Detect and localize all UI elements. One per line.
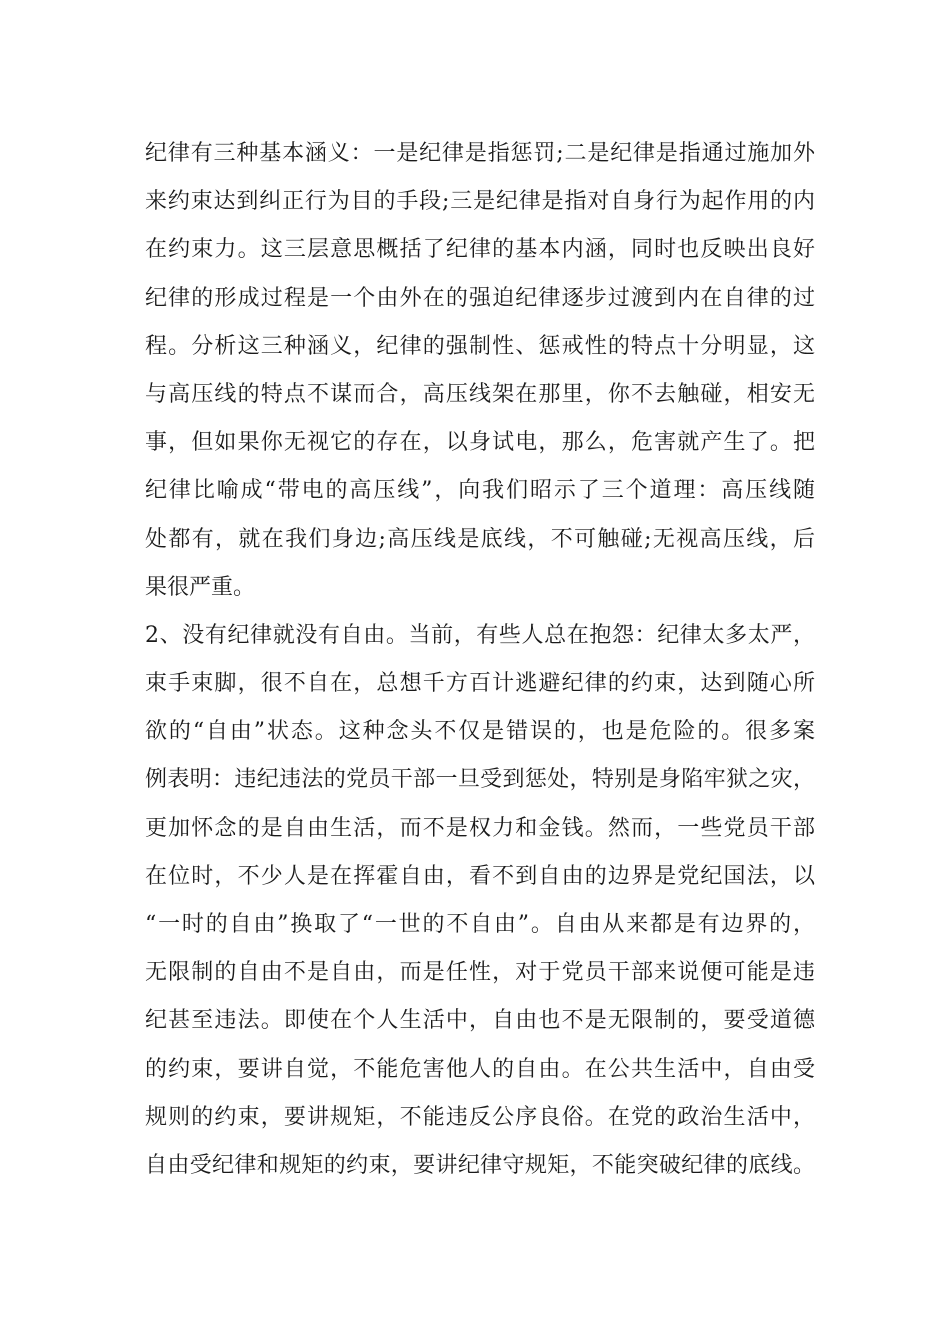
text-line-18: 无限制的自由不是自由，而是任性，对于党员干部来说便可能是违 [145, 960, 815, 986]
text-line-9: 处都有，就在我们身边;高压线是底线，不可触碰;无视高压线，后 [145, 526, 815, 552]
text-line-10: 果很严重。 [145, 574, 256, 600]
text-line-3: 在约束力。这三层意思概括了纪律的基本内涵，同时也反映出良好 [145, 237, 815, 263]
text-line-4: 纪律的形成过程是一个由外在的强迫纪律逐步过渡到内在自律的过 [145, 285, 815, 311]
text-line-13: 欲的“自由”状态。这种念头不仅是错误的，也是危险的。很多案 [145, 719, 815, 745]
text-line-2: 来约束达到纠正行为目的手段;三是纪律是指对自身行为起作用的内 [145, 189, 815, 215]
body-text [145, 130, 815, 1190]
text-line-15: 更加怀念的是自由生活，而不是权力和金钱。然而，一些党员干部 [145, 815, 815, 841]
text-line-19: 纪甚至违法。即使在个人生活中，自由也不是无限制的，要受道德 [145, 1008, 815, 1034]
text-line-20: 的约束，要讲自觉，不能危害他人的自由。在公共生活中，自由受 [145, 1056, 815, 1082]
text-line-22: 自由受纪律和规矩的约束，要讲纪律守规矩，不能突破纪律的底线。 [145, 1152, 815, 1178]
text-line-21: 规则的约束，要讲规矩，不能违反公序良俗。在党的政治生活中， [145, 1104, 815, 1130]
text-line-14: 例表明：违纪违法的党员干部一旦受到惩处，特别是身陷牢狱之灾， [145, 767, 815, 793]
text-line-5: 程。分析这三种涵义，纪律的强制性、惩戒性的特点十分明显，这 [145, 333, 815, 359]
text-line-16: 在位时，不少人是在挥霍自由，看不到自由的边界是党纪国法，以 [145, 863, 815, 889]
text-line-6: 与高压线的特点不谋而合，高压线架在那里，你不去触碰，相安无 [145, 381, 815, 407]
text-line-7: 事，但如果你无视它的存在，以身试电，那么，危害就产生了。把 [145, 430, 815, 456]
text-line-1: 纪律有三种基本涵义：一是纪律是指惩罚;二是纪律是指通过施加外 [145, 141, 815, 166]
text-line-12: 束手束脚，很不自在，总想千方百计逃避纪律的约束，达到随心所 [145, 671, 815, 697]
text-line-17: “一时的自由”换取了“一世的不自由”。自由从来都是有边界的， [145, 912, 815, 937]
text-line-8: 纪律比喻成“带电的高压线”，向我们昭示了三个道理：高压线随 [145, 478, 815, 504]
text-line-11: 2、没有纪律就没有自由。当前，有些人总在抱怨：纪律太多太严， [145, 622, 815, 648]
